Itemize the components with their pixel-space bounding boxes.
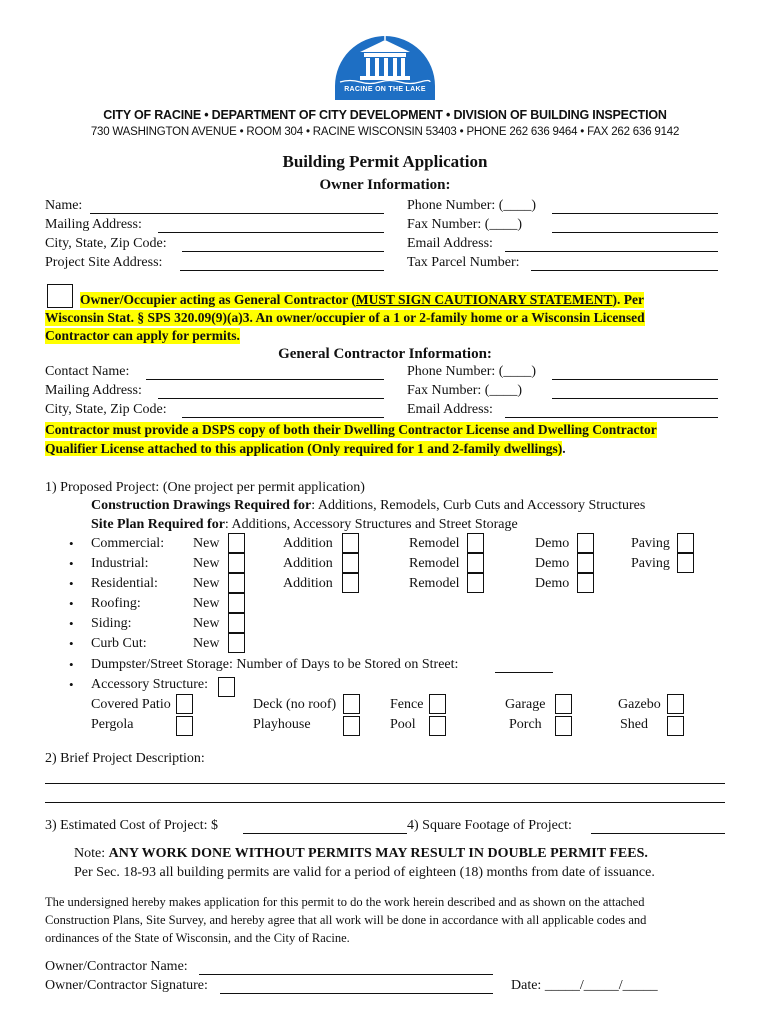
curb-new-checkbox[interactable] [228,633,245,653]
contractor-city-label: City, State, Zip Code: [45,402,167,417]
note-prefix: Note: [74,846,109,861]
sqft-label: 4) Square Footage of Project: [407,818,572,833]
construction-drawings-text: : Additions, Remodels, Curb Cuts and Accessory Structures [311,498,646,513]
contractor-fax-label: Fax Number: (____) [407,383,523,398]
commercial-paving-label: Paving [631,536,670,551]
contractor-phone-field[interactable] [552,366,718,380]
owner-occupier-line3: Contractor can apply for permits. [45,328,240,343]
industrial-remodel-label: Remodel [409,556,460,571]
deck-checkbox[interactable] [343,694,360,714]
commercial-paving-checkbox[interactable] [677,533,694,553]
site-plan-text: : Additions, Accessory Structures and Street Storage [224,517,518,532]
contractor-email-field[interactable] [505,404,718,418]
shed-checkbox[interactable] [667,716,684,736]
sqft-field[interactable] [591,820,725,834]
residential-demo-checkbox[interactable] [577,573,594,593]
signature-date[interactable]: Date: _____/_____/_____ [511,978,658,993]
owner-city-label: City, State, Zip Code: [45,236,167,251]
page-title: Building Permit Application [282,152,488,171]
commercial-label: Commercial: [91,536,165,551]
industrial-demo-checkbox[interactable] [577,553,594,573]
curb-new-label: New [193,636,220,651]
industrial-new-checkbox[interactable] [228,553,245,573]
roofing-new-checkbox[interactable] [228,593,245,613]
pergola-label: Pergola [91,717,134,732]
residential-new-checkbox[interactable] [228,573,245,593]
racine-logo [330,22,440,102]
description-field-line1[interactable] [45,770,725,784]
owner-site-label: Project Site Address: [45,255,163,270]
contractor-phone-label: Phone Number: (____) [407,364,537,379]
owner-name-label: Name: [45,198,83,213]
siding-label: Siding: [91,616,132,631]
cost-label: 3) Estimated Cost of Project: $ [45,818,219,833]
accessory-checkbox[interactable] [218,677,235,697]
contractor-contact-label: Contact Name: [45,364,130,379]
note-line2: Per Sec. 18-93 all building permits are valid for a period of eighteen (18) months from date of issuance. [74,865,655,880]
site-plan-line [91,517,518,533]
porch-checkbox[interactable] [555,716,572,736]
site-plan-label: Site Plan Required for [91,517,225,532]
industrial-new-label: New [193,556,220,571]
bullet-commercial: • [69,536,74,551]
owner-phone-field[interactable] [552,200,718,214]
logo-caption: RACINE ON THE LAKE [344,86,426,93]
residential-label: Residential: [91,576,158,591]
contractor-city-field[interactable] [182,404,384,418]
covered-patio-checkbox[interactable] [176,694,193,714]
owner-parcel-field[interactable] [531,257,718,271]
fence-label: Fence [390,697,424,712]
owner-occupier-text3: ). Per [612,292,645,307]
owner-occupier-line1 [80,292,644,308]
commercial-demo-checkbox[interactable] [577,533,594,553]
contractor-mailing-field[interactable] [158,385,384,399]
porch-label: Porch [509,717,542,732]
header-line1: CITY OF RACINE • DEPARTMENT OF CITY DEVELOPMENT • DIVISION OF BUILDING INSPECTION [103,108,667,122]
commercial-addition-label: Addition [283,536,333,551]
bullet-roofing: • [69,596,74,611]
commercial-new-checkbox[interactable] [228,533,245,553]
shed-label: Shed [620,717,648,732]
industrial-label: Industrial: [91,556,149,571]
industrial-remodel-checkbox[interactable] [467,553,484,573]
construction-drawings-label: Construction Drawings Required for [91,498,312,513]
contractor-heading: General Contractor Information: [278,346,492,362]
siding-new-checkbox[interactable] [228,613,245,633]
owner-city-field[interactable] [182,238,384,252]
owner-email-field[interactable] [505,238,718,252]
contractor-notice-text2: Qualifier License attached to this application (Only required for 1 and 2-family dwellings) [45,441,563,456]
owner-contractor-name-field[interactable] [199,961,493,975]
curb-label: Curb Cut: [91,636,147,651]
accessory-label: Accessory Structure: [91,677,209,692]
contractor-fax-field[interactable] [552,385,718,399]
industrial-addition-checkbox[interactable] [342,553,359,573]
note-line1 [74,846,648,862]
dumpster-label: Dumpster/Street Storage: Number of Days to be Stored on Street: [91,657,459,672]
agreement-line3: ordinances of the State of Wisconsin, and the City of Racine. [45,931,350,945]
playhouse-label: Playhouse [253,717,311,732]
contractor-email-label: Email Address: [407,402,493,417]
owner-mailing-field[interactable] [158,219,384,233]
contractor-contact-field[interactable] [146,366,384,380]
owner-phone-label: Phone Number: (____) [407,198,537,213]
owner-fax-field[interactable] [552,219,718,233]
header-line2: 730 WASHINGTON AVENUE • ROOM 304 • RACINE WISCONSIN 53403 • PHONE 262 636 9464 • FAX 262 636 9142 [90,126,680,138]
residential-addition-checkbox[interactable] [342,573,359,593]
residential-remodel-label: Remodel [409,576,460,591]
owner-contractor-signature-field[interactable] [220,980,493,994]
covered-patio-label: Covered Patio [91,697,171,712]
gazebo-checkbox[interactable] [667,694,684,714]
bullet-dumpster: • [69,657,74,672]
bullet-curb: • [69,636,74,651]
owner-fax-label: Fax Number: (____) [407,217,523,232]
note-bold-text: ANY WORK DONE WITHOUT PERMITS MAY RESULT IN DOUBLE PERMIT FEES. [108,846,648,861]
residential-demo-label: Demo [535,576,570,591]
bullet-residential: • [69,576,74,591]
owner-occupier-checkbox[interactable] [47,284,73,308]
description-field-line2[interactable] [45,789,725,803]
pool-label: Pool [390,717,416,732]
contractor-mailing-label: Mailing Address: [45,383,142,398]
industrial-addition-label: Addition [283,556,333,571]
dumpster-days-field[interactable] [495,659,553,673]
residential-remodel-checkbox[interactable] [467,573,484,593]
owner-mailing-label: Mailing Address: [45,217,142,232]
agreement-line1: The undersigned hereby makes application for this permit to do the work herein described and as shown on the attached [45,895,645,909]
agreement-line2: Construction Plans, Site Survey, and hereby agree that all work will be done in accordance with all applicable codes and [45,913,647,927]
owner-name-field[interactable] [90,200,384,214]
cautionary-statement-text: MUST SIGN CAUTIONARY STATEMENT [355,292,613,307]
bullet-industrial: • [69,556,74,571]
owner-occupier-line2: Wisconsin Stat. § SPS 320.09(9)(a)3. An owner/occupier of a 1 or 2-family home or a Wisconsin Licensed [45,310,645,325]
industrial-demo-label: Demo [535,556,570,571]
garage-label: Garage [505,697,546,712]
owner-contractor-name-label: Owner/Contractor Name: [45,959,188,974]
contractor-notice-line1: Contractor must provide a DSPS copy of both their Dwelling Contractor License and Dwelling Contractor [45,422,657,437]
bullet-accessory: • [69,677,74,692]
commercial-new-label: New [193,536,220,551]
roofing-label: Roofing: [91,596,141,611]
owner-heading: Owner Information: [319,177,451,193]
contractor-notice-line2 [45,441,566,457]
residential-new-label: New [193,576,220,591]
commercial-addition-checkbox[interactable] [342,533,359,553]
construction-drawings-line [91,498,645,514]
industrial-paving-checkbox[interactable] [677,553,694,573]
playhouse-checkbox[interactable] [343,716,360,736]
cost-field[interactable] [243,820,407,834]
owner-parcel-label: Tax Parcel Number: [407,255,520,270]
commercial-demo-label: Demo [535,536,570,551]
fence-checkbox[interactable] [429,694,446,714]
industrial-paving-label: Paving [631,556,670,571]
owner-contractor-signature-label: Owner/Contractor Signature: [45,978,208,993]
pool-checkbox[interactable] [429,716,446,736]
owner-occupier-text1: Owner/Occupier acting as General Contractor ( [80,292,356,307]
siding-new-label: New [193,616,220,631]
owner-email-label: Email Address: [407,236,493,251]
contractor-notice-end: . [562,441,566,456]
commercial-remodel-label: Remodel [409,536,460,551]
pergola-checkbox[interactable] [176,716,193,736]
roofing-new-label: New [193,596,220,611]
description-heading: 2) Brief Project Description: [45,751,205,766]
gazebo-label: Gazebo [618,697,661,712]
owner-site-field[interactable] [180,257,384,271]
residential-addition-label: Addition [283,576,333,591]
garage-checkbox[interactable] [555,694,572,714]
commercial-remodel-checkbox[interactable] [467,533,484,553]
deck-label: Deck (no roof) [253,697,337,712]
bullet-siding: • [69,616,74,631]
project-heading: 1) Proposed Project: (One project per permit application) [45,480,365,495]
